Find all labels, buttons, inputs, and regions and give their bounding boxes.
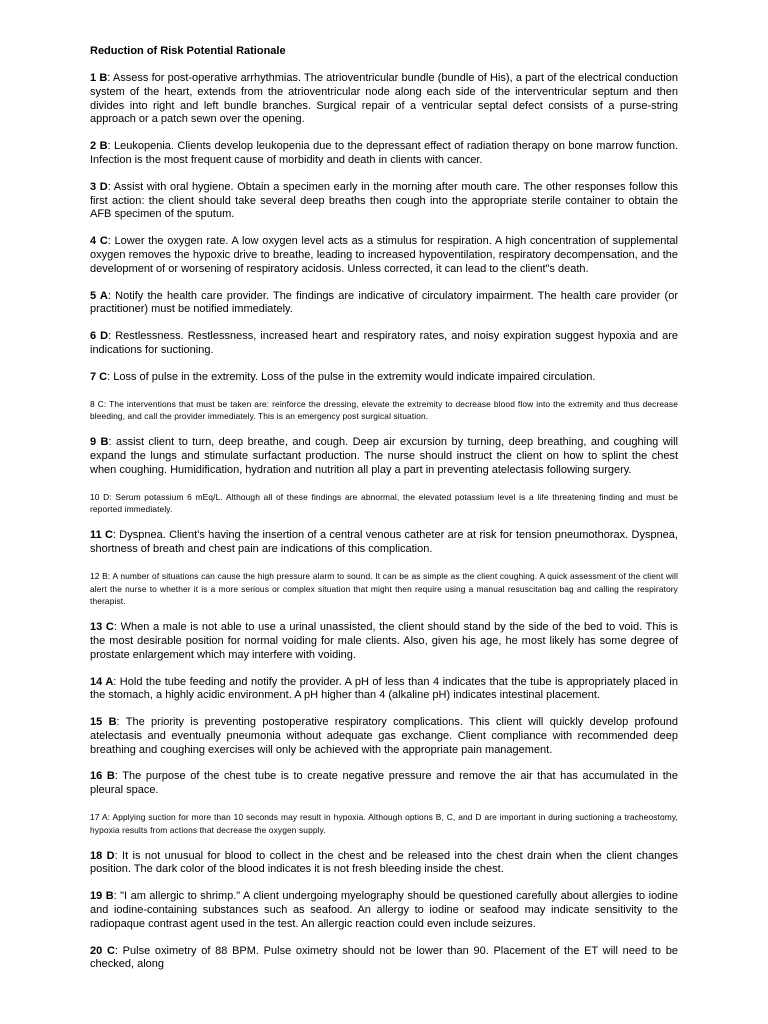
rationale-item <box>90 890 678 931</box>
rationale-item <box>90 676 678 704</box>
rationale-text: : Lower the oxygen rate. A low oxygen level acts as a stimulus for respiration. A high concentration of supplemental oxygen removes the hypoxic drive to breathe, leading to increased hypoventilation, respiratory decompensation, and the development of or worsening of respiratory acidosis. Unless corrected, it can lead to the client"s death. <box>90 235 678 275</box>
rationale-text: : Notify the health care provider. The findings are indicative of circulatory impairment. The health care provider (or practitioner) must be notified immediately. <box>90 289 678 316</box>
rationale-answer-key: 5 A <box>90 289 108 302</box>
rationale-text: 10 D: Serum potassium 6 mEq/L. Although all of these findings are abnormal, the elevated potassium level is a life threatening finding and must be reported immediately. <box>90 491 678 515</box>
rationale-answer-key: 6 D <box>90 330 109 343</box>
rationale-item <box>90 945 678 973</box>
rationale-text: : It is not unusual for blood to collect in the chest and be released into the chest drain when the client changes position. The dark color of the blood indicates it is not fresh bleeding inside the chest. <box>90 849 678 876</box>
rationale-text: 17 A: Applying suction for more than 10 seconds may result in hypoxia. Although options B, C, and D are important in during suctioning a tracheostomy, hypoxia results from actions that decrease the oxygen supply. <box>90 812 678 835</box>
rationale-item <box>90 491 678 517</box>
rationale-text: : Loss of pulse in the extremity. Loss of the pulse in the extremity would indicate impaired circulation. <box>107 370 596 383</box>
rationale-answer-key: 7 C <box>90 370 108 383</box>
rationale-text: 12 B: A number of situations can cause the high pressure alarm to sound. It can be as simple as the client coughing. A quick assessment of the client will alert the nurse to whether it is a more serious or complex situation that might then require using a manual resuscitation bag and calling the respiratory therapist. <box>90 570 678 607</box>
rationale-answer-key: 16 B <box>90 770 115 783</box>
rationale-list <box>90 72 678 972</box>
rationale-answer-key: 14 A <box>90 675 114 688</box>
rationale-item <box>90 529 678 557</box>
rationale-text: : Assess for post-operative arrhythmias. The atrioventricular bundle (bundle of His), a part of the electrical conduction system of the heart, extends from the atrioventricular node along each side of the interventricular septum and then divides into right and left bundle branches. Surgical repair of a ventricular septal defect consists of a purse-string approach or a patch sewn over the opening. <box>90 72 678 126</box>
rationale-text: : Leukopenia. Clients develop leukopenia due to the depressant effect of radiation therapy on bone marrow function. Infection is the most frequent cause of morbidity and death in clients with cancer. <box>90 140 678 166</box>
rationale-text: : Hold the tube feeding and notify the provider. A pH of less than 4 indicates that the tube is appropriately placed in the stomach, a highly acidic environment. A pH higher than 4 (alkaline pH) indicates intestinal placement. <box>90 675 678 702</box>
rationale-item <box>90 371 678 385</box>
rationale-answer-key: 18 D <box>90 849 115 862</box>
rationale-item <box>90 398 678 424</box>
rationale-item <box>90 181 678 222</box>
rationale-item <box>90 330 678 358</box>
rationale-text: : assist client to turn, deep breathe, and cough. Deep air excursion by turning, deep breathing, and coughing will expand the lungs and stimulate surfactant production. The nurse should instruct the client on how to splint the chest when coughing. Humidification, hydration and nutrition all play a part in preventing atelectasis following surgery. <box>90 436 679 476</box>
rationale-answer-key: 4 C <box>90 235 108 248</box>
rationale-item <box>90 72 678 127</box>
rationale-text: : Dyspnea. Client's having the insertion of a central venous catheter are at risk for tension pneumothorax. Dyspnea, shortness of breath and chest pain are indications of this complication. <box>90 529 678 555</box>
rationale-item <box>90 770 678 798</box>
rationale-item <box>90 850 678 878</box>
rationale-text: : "I am allergic to shrimp." A client undergoing myelography should be questioned carefully about allergies to iodine and iodine-containing substances such as seafood. An allergy to iodine or seafood may indicate sensitivity to the radiopaque contrast agent used in the test. An allergic reaction could even include seizures. <box>90 890 678 930</box>
rationale-text: : The purpose of the chest tube is to create negative pressure and remove the air that has accumulated in the pleural space. <box>90 770 678 797</box>
document-title: Reduction of Risk Potential Rationale <box>90 45 286 57</box>
rationale-item <box>90 570 678 608</box>
rationale-item <box>90 235 678 276</box>
rationale-answer-key: 20 C <box>90 944 115 957</box>
rationale-text: : When a male is not able to use a urinal unassisted, the client should stand by the side of the bed to void. This is the most desirable position for normal voiding for male clients. Also, given his age, he most likely has some degree of prostate enlargement which may interfere with voiding. <box>90 621 678 661</box>
rationale-answer-key: 15 B <box>90 716 117 729</box>
rationale-text: : Assist with oral hygiene. Obtain a specimen early in the morning after mouth care. The other responses follow this first action: the client should take several deep breaths then cough into the appropriate sterile container to obtain the AFB specimen of the sputum. <box>90 180 678 221</box>
rationale-item <box>90 290 678 318</box>
rationale-text: 8 C: The interventions that must be taken are: reinforce the dressing, elevate the extremity to decrease blood flow into the extremity and thus decrease bleeding, and call the provider immediately. This is an emergency post surgical situation. <box>90 398 678 422</box>
rationale-item <box>90 716 678 757</box>
rationale-text: : The priority is preventing postoperative respiratory complications. This client will quickly develop profound atelectasis and eventually pneumonia without adequate gas exchange. Client compliance with recommended deep breathing and coughing exercises will only be achieved with the appropriate pain management. <box>90 716 678 756</box>
rationale-answer-key: 1 B <box>90 72 108 84</box>
rationale-item <box>90 436 678 477</box>
rationale-answer-key: 9 B <box>90 436 109 449</box>
rationale-item <box>90 811 678 837</box>
rationale-item <box>90 140 678 168</box>
rationale-text: : Pulse oximetry of 88 BPM. Pulse oximetry should not be lower than 90. Placement of the ET will need to be checked, along <box>90 944 678 971</box>
rationale-answer-key: 11 C <box>90 529 113 542</box>
rationale-answer-key: 2 B <box>90 140 108 153</box>
rationale-answer-key: 3 D <box>90 180 108 193</box>
rationale-text: : Restlessness. Restlessness, increased heart and respiratory rates, and noisy expiration suggest hypoxia and are indications for suctioning. <box>90 330 678 356</box>
rationale-item <box>90 621 678 662</box>
rationale-answer-key: 13 C <box>90 621 114 634</box>
rationale-answer-key: 19 B <box>90 890 114 903</box>
